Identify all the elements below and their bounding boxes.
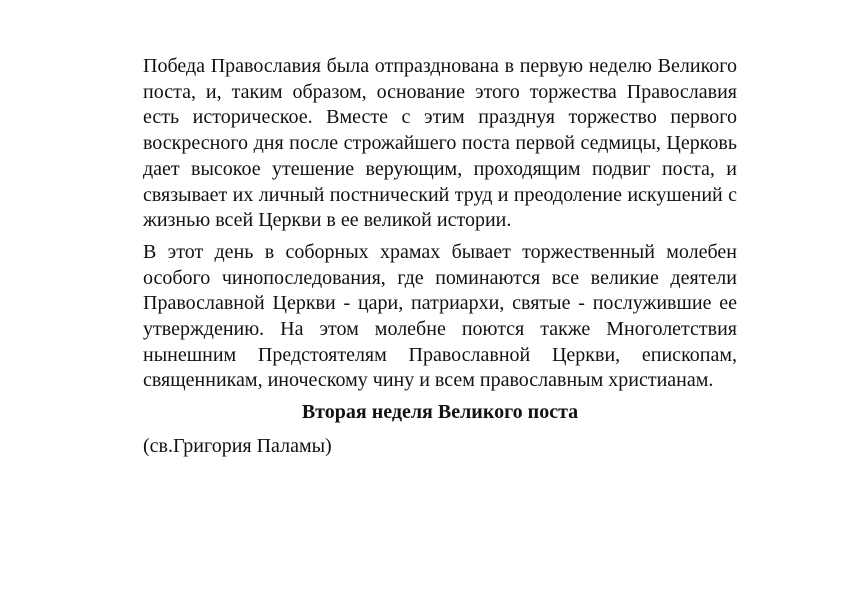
section-heading: Вторая неделя Великого поста (301, 401, 579, 424)
paragraph-cathedral-moleben: В этот день в соборных храмах бывает торжественный молебен особого чинопоследования, где поминаются все великие деятели Православной Церкви - цари, патриархи, святые - послужившие ее утверждению. На этом молебне поются также Многолетствия нынешним Предстоятелям Православной Церкви, епископам, священникам, иноческому чину и всем православным христианам. (143, 240, 737, 392)
document-text-block (143, 54, 737, 460)
paragraph-victory-of-orthodoxy: Победа Православия была отпразднована в первую неделю Великого поста, и, таким образом, основание этого торжества Православия есть историческое. Вместе с этим празднуя торжество первого воскресного дня после строжайшего поста первой седмицы, Церковь дает высокое утешение верующим, проходящим подвиг поста, и связывает их личный постнический труд и преодоление искушений с жизнью всей Церкви в ее великой истории. (143, 55, 737, 232)
section-subheading: (св.Григория Паламы) (143, 434, 332, 457)
